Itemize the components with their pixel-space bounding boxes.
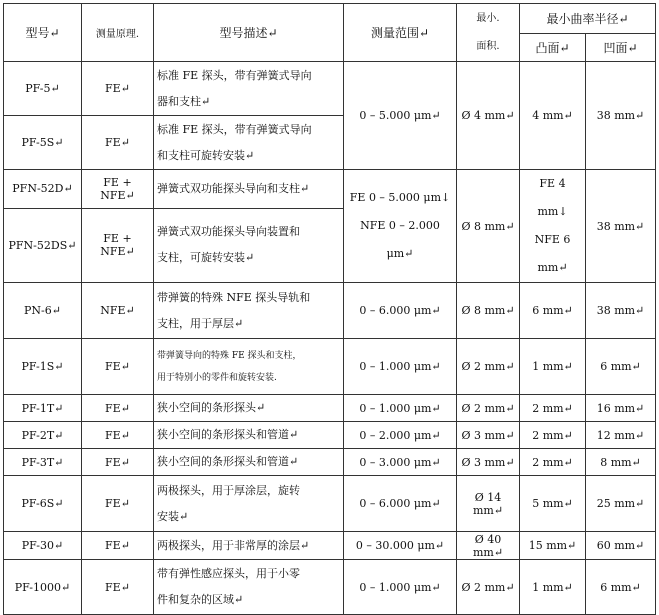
cell-principle: FE↵ <box>82 339 154 395</box>
cell-model: PFN-52D↵ <box>4 170 82 209</box>
header-row <box>4 4 656 34</box>
cell-description <box>154 62 344 116</box>
header-min-area-line1: 最小. <box>476 12 500 24</box>
range-line: FE 0 – 5.000 μm↓ <box>349 191 451 204</box>
cell-description: 狭小空间的条形探头和管道↵ <box>154 422 344 449</box>
cell-area: Ø 2 mm↵ <box>457 560 520 615</box>
cell-principle: FE↵ <box>82 62 154 116</box>
cell-model: PF-5↵ <box>4 62 82 116</box>
cell-area: Ø 40 mm↵ <box>457 532 520 560</box>
desc-line: 和支柱可旋转安装↵ <box>157 148 255 162</box>
cell-range: 0 – 1.000 μm↵ <box>344 339 457 395</box>
cell-convex: 1 mm↵ <box>520 560 586 615</box>
cell-description <box>154 283 344 339</box>
header-min-area-line2: 面积. <box>476 40 500 52</box>
header-min-area <box>457 4 520 62</box>
cell-range: 0 – 1.000 μm↵ <box>344 395 457 422</box>
header-description: 型号描述↵ <box>154 4 344 62</box>
cell-principle: FE↵ <box>82 560 154 615</box>
cell-convex: 2 mm↵ <box>520 422 586 449</box>
cell-range: 0 – 3.000 μm↵ <box>344 449 457 476</box>
probe-spec-table <box>3 3 656 615</box>
cell-range <box>344 170 457 283</box>
cell-concave: 38 mm↵ <box>586 62 656 170</box>
cell-area: Ø 4 mm↵ <box>457 62 520 170</box>
header-principle: 测量原理. <box>82 4 154 62</box>
cell-range: 0 – 6.000 μm↵ <box>344 283 457 339</box>
cell-area: Ø 8 mm↵ <box>457 170 520 283</box>
cell-model: PN-6↵ <box>4 283 82 339</box>
desc-line: 支柱，用于厚层↵ <box>157 316 244 330</box>
cell-model: PF-30↵ <box>4 532 82 560</box>
cell-description: 狭小空间的条形探头↵ <box>154 395 344 422</box>
cell-concave: 60 mm↵ <box>586 532 656 560</box>
table-row <box>4 422 656 449</box>
cell-description: 两极探头，用于非常厚的涂层↵ <box>154 532 344 560</box>
cell-convex: 1 mm↵ <box>520 339 586 395</box>
desc-line: 带弹簧导向的特殊 FE 探头和支柱， <box>157 350 302 361</box>
cell-model: PF-1000↵ <box>4 560 82 615</box>
cell-principle: FE↵ <box>82 116 154 170</box>
cell-concave: 6 mm↵ <box>586 339 656 395</box>
cell-concave: 8 mm↵ <box>586 449 656 476</box>
desc-line: 标准 FE 探头，带有弹簧式导向 <box>157 68 312 82</box>
table-row <box>4 532 656 560</box>
cell-model: PF-3T↵ <box>4 449 82 476</box>
cell-description <box>154 116 344 170</box>
cell-convex: 5 mm↵ <box>520 476 586 532</box>
cell-model: PF-1S↵ <box>4 339 82 395</box>
cell-principle: FE↵ <box>82 532 154 560</box>
cell-principle: FE↵ <box>82 476 154 532</box>
cell-model: PF-1T↵ <box>4 395 82 422</box>
cell-principle: FE↵ <box>82 449 154 476</box>
table-row <box>4 339 656 395</box>
cell-description <box>154 339 344 395</box>
cell-principle: FE↵ <box>82 395 154 422</box>
header-model: 型号↵ <box>4 4 82 62</box>
cell-description <box>154 208 344 282</box>
cell-area: Ø 2 mm↵ <box>457 395 520 422</box>
cell-model: PF-5S↵ <box>4 116 82 170</box>
desc-line: 弹簧式双功能探头导向和支柱↵ <box>157 181 310 195</box>
cell-description: 狭小空间的条形探头和管道↵ <box>154 449 344 476</box>
cell-convex: 4 mm↵ <box>520 62 586 170</box>
cell-convex: 15 mm↵ <box>520 532 586 560</box>
header-range: 测量范围↵ <box>344 4 457 62</box>
desc-line: 带弹簧的特殊 NFE 探头导轨和 <box>157 290 311 304</box>
cell-range: 0 – 30.000 μm↵ <box>344 532 457 560</box>
cell-concave: 25 mm↵ <box>586 476 656 532</box>
cell-description <box>154 560 344 615</box>
desc-line: 标准 FE 探头，带有弹簧式导向 <box>157 122 312 136</box>
cell-area: Ø 8 mm↵ <box>457 283 520 339</box>
desc-line: 两极探头，用于厚涂层，旋转 <box>157 483 300 497</box>
cell-model: PF-6S↵ <box>4 476 82 532</box>
cell-concave: 12 mm↵ <box>586 422 656 449</box>
cell-area: Ø 3 mm↵ <box>457 449 520 476</box>
cell-principle: FE↵ <box>82 422 154 449</box>
table-row <box>4 170 656 209</box>
cell-concave: 38 mm↵ <box>586 170 656 283</box>
cell-description <box>154 476 344 532</box>
cell-model: PFN-52DS↵ <box>4 208 82 282</box>
cell-range: 0 – 2.000 μm↵ <box>344 422 457 449</box>
cell-convex: 6 mm↵ <box>520 283 586 339</box>
convex-line: FE 4 mm↓ <box>537 177 568 218</box>
cell-convex: 2 mm↵ <box>520 449 586 476</box>
cell-convex: 2 mm↵ <box>520 395 586 422</box>
desc-line: 安装↵ <box>157 509 189 523</box>
desc-line: 用于特别小的零件和旋转安装. <box>157 372 277 383</box>
cell-principle: FE + NFE↵ <box>82 170 154 209</box>
desc-line: 件和复杂的区域↵ <box>157 593 244 606</box>
cell-concave: 16 mm↵ <box>586 395 656 422</box>
convex-line: NFE 6 mm↵ <box>534 233 571 274</box>
table-row <box>4 449 656 476</box>
cell-principle: FE + NFE↵ <box>82 208 154 282</box>
cell-area: Ø 3 mm↵ <box>457 422 520 449</box>
cell-range: 0 – 1.000 μm↵ <box>344 560 457 615</box>
desc-line: 带有弹性感应探头，用于小零 <box>157 567 300 580</box>
header-concave: 凹面↵ <box>586 34 656 62</box>
cell-description <box>154 170 344 209</box>
table-row <box>4 476 656 532</box>
cell-area: Ø 2 mm↵ <box>457 339 520 395</box>
cell-area: Ø 14 mm↵ <box>457 476 520 532</box>
cell-model: PF-2T↵ <box>4 422 82 449</box>
desc-line: 器和支柱↵ <box>157 94 211 108</box>
desc-line: 弹簧式双功能探头导向装置和 <box>157 225 300 239</box>
cell-convex <box>520 170 586 283</box>
range-line: NFE 0 – 2.000 μm↵ <box>360 219 440 260</box>
cell-concave: 6 mm↵ <box>586 560 656 615</box>
header-min-radius: 最小曲率半径↵ <box>520 4 656 34</box>
table-row <box>4 283 656 339</box>
header-convex: 凸面↵ <box>520 34 586 62</box>
table-row <box>4 395 656 422</box>
cell-concave: 38 mm↵ <box>586 283 656 339</box>
cell-principle: NFE↵ <box>82 283 154 339</box>
table-row <box>4 560 656 615</box>
cell-range: 0 – 5.000 μm↵ <box>344 62 457 170</box>
table-row <box>4 62 656 116</box>
desc-line: 支柱，可旋转安装↵ <box>157 251 255 265</box>
cell-range: 0 – 6.000 μm↵ <box>344 476 457 532</box>
